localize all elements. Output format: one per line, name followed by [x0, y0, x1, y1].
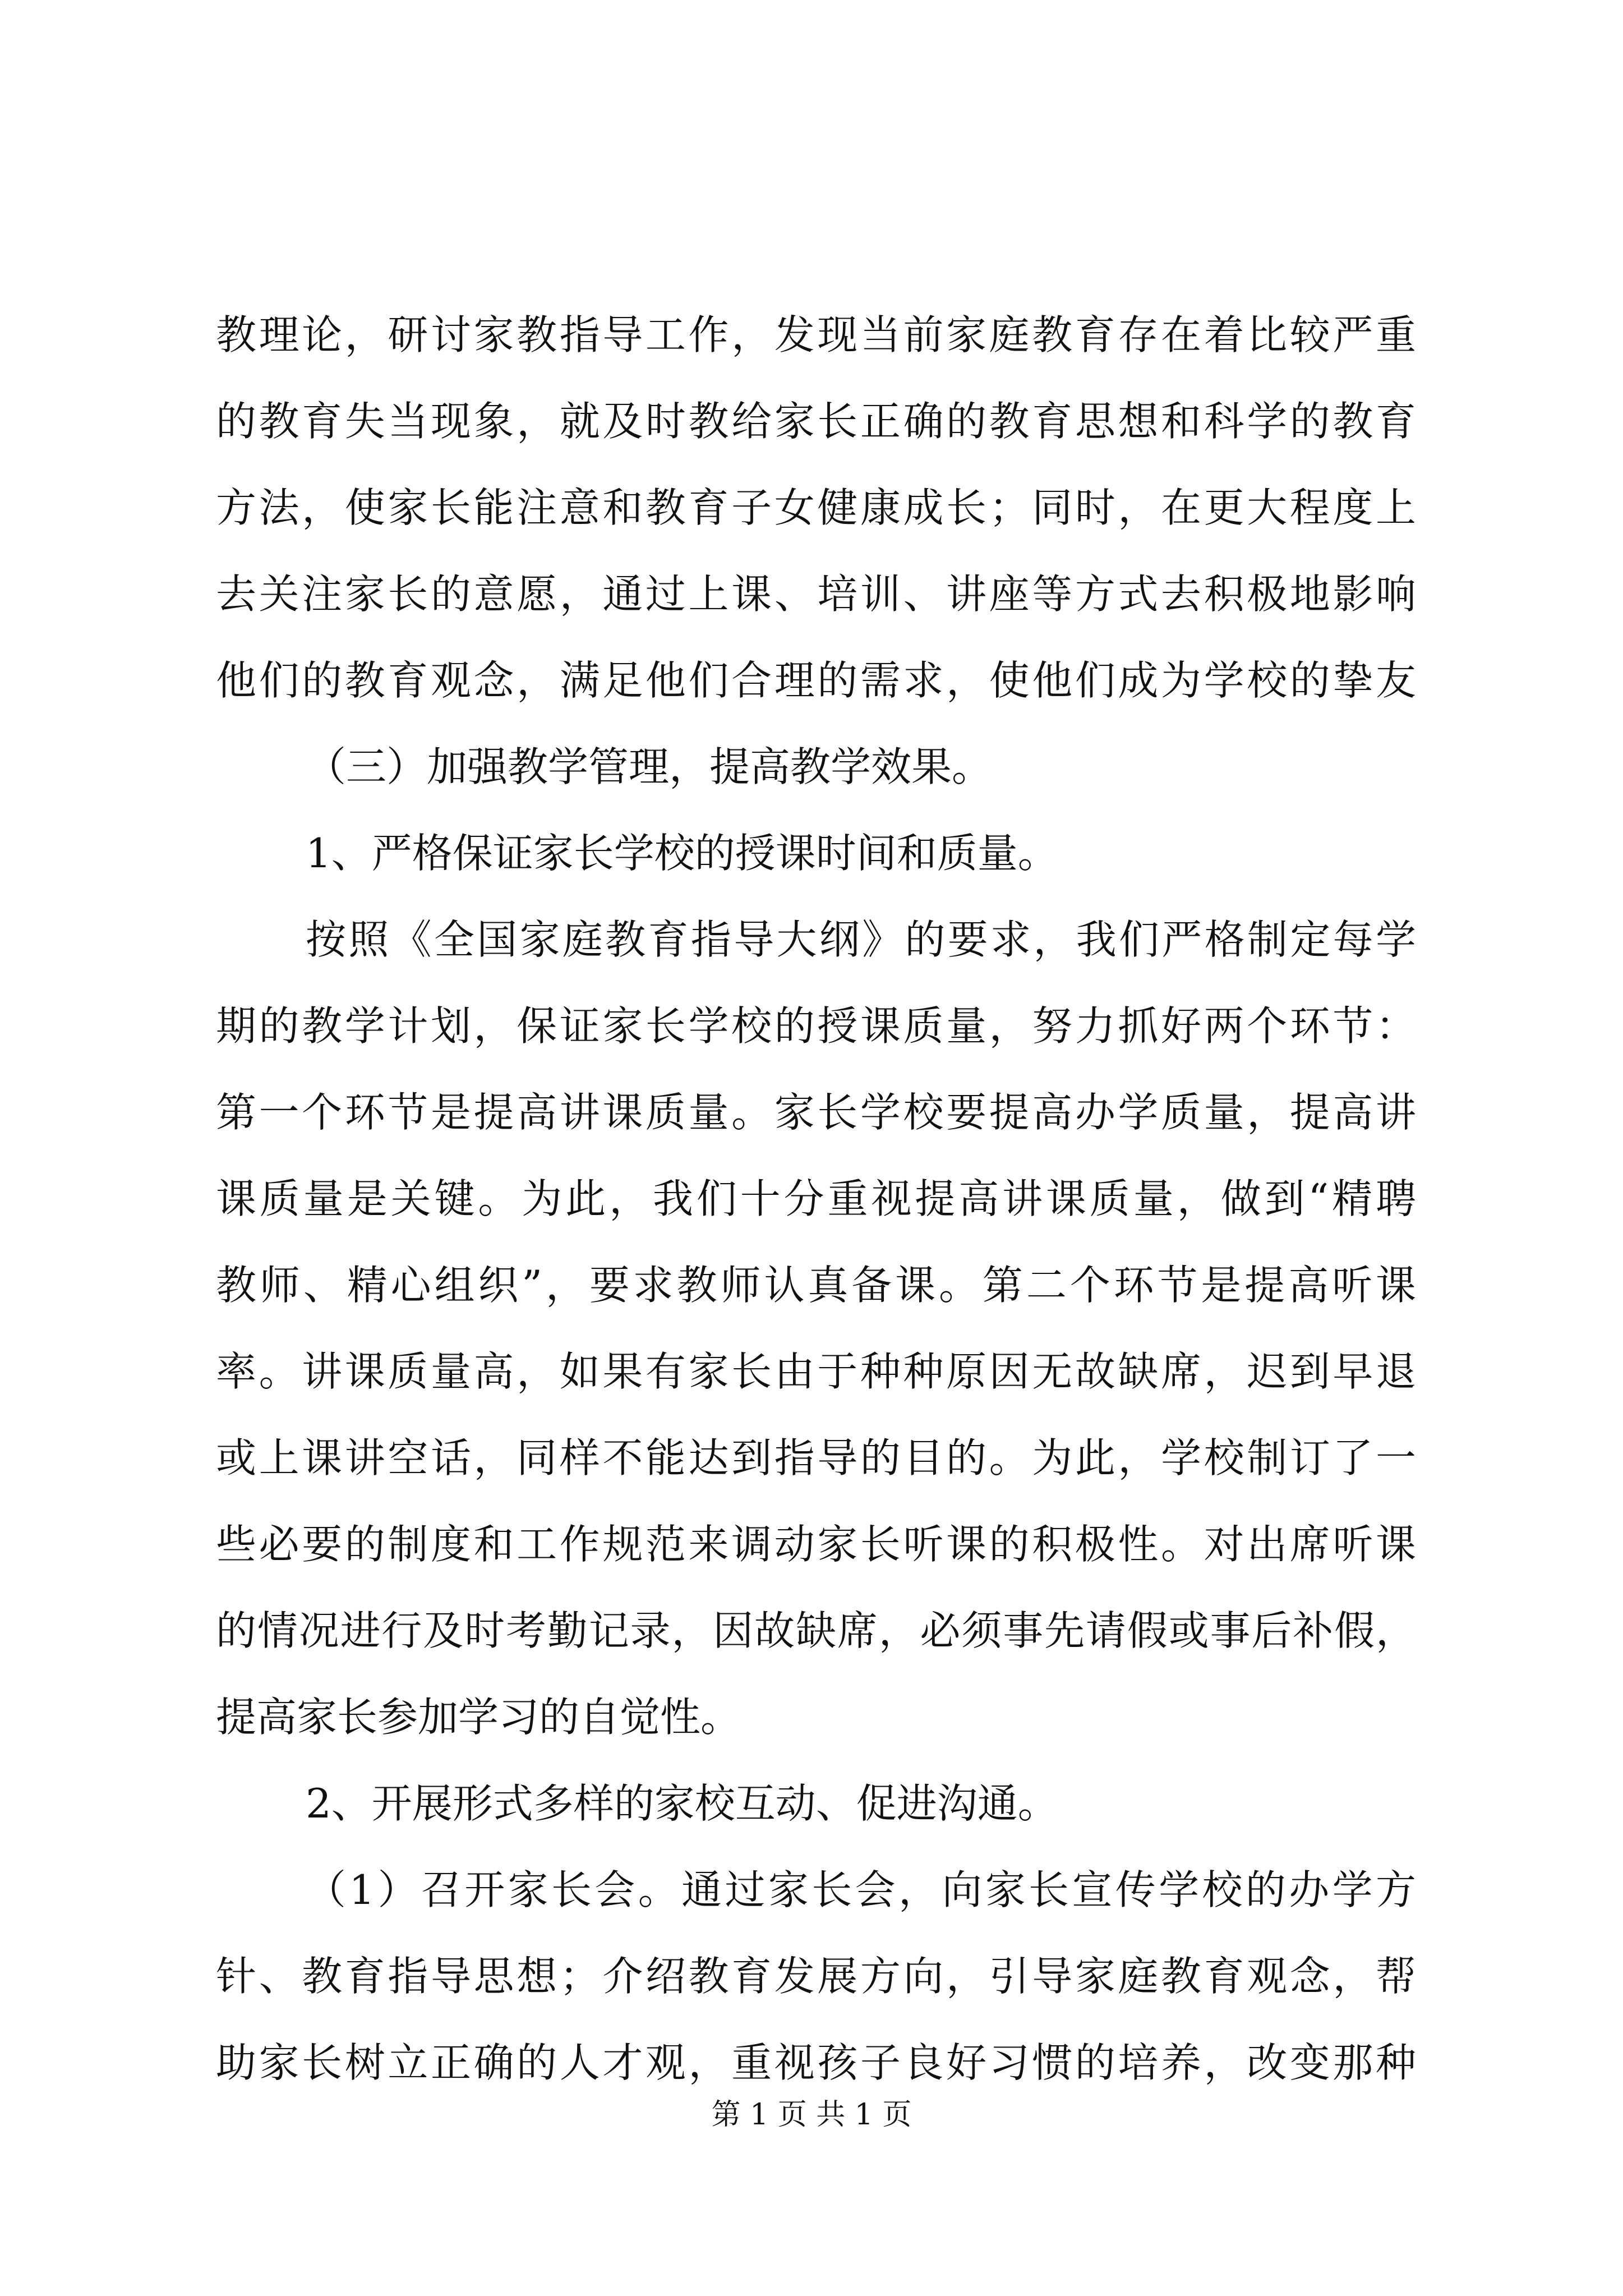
text-line: 他们的教育观念，满足他们合理的需求，使他们成为学校的挚友: [216, 657, 1416, 704]
document-body: [216, 292, 1416, 2106]
text-line: 方法，使家长能注意和教育子女健康成长；同时，在更大程度上: [216, 484, 1416, 531]
text-line: 的教育失当现象，就及时教给家长正确的教育思想和科学的教育: [216, 398, 1416, 445]
text-line: 教理论，研讨家教指导工作，发现当前家庭教育存在着比较严重: [216, 311, 1416, 358]
subsection-heading: 2、开展形式多样的家校互动、促进沟通。: [306, 1780, 1058, 1827]
text-line: 第一个环节是提高讲课质量。家长学校要提高办学质量，提高讲: [216, 1089, 1416, 1136]
text-line: 或上课讲空话，同样不能达到指导的目的。为此，学校制订了一: [216, 1434, 1416, 1481]
text-line: 些必要的制度和工作规范来调动家长听课的积极性。对出席听课: [216, 1521, 1416, 1568]
text-line: 教师、精心组织”，要求教师认真备课。第二个环节是提高听课: [216, 1262, 1416, 1309]
text-line: 期的教学计划，保证家长学校的授课质量，努力抓好两个环节：: [216, 1002, 1416, 1050]
text-line: 课质量是关键。为此，我们十分重视提高讲课质量，做到“精聘: [216, 1175, 1416, 1222]
section-heading: （三）加强教学管理，提高教学效果。: [306, 743, 993, 790]
text-line: 提高家长参加学习的自觉性。: [216, 1694, 741, 1741]
text-line: 的情况进行及时考勤记录，因故缺席，必须事先请假或事后补假，: [216, 1607, 1416, 1654]
text-line: （1）召开家长会。通过家长会，向家长宣传学校的办学方: [306, 1866, 1416, 1913]
text-line: 针、教育指导思想；介绍教育发展方向，引导家庭教育观念，帮: [216, 1953, 1416, 2000]
text-line: 率。讲课质量高，如果有家长由于种种原因无故缺席，迟到早退: [216, 1348, 1416, 1395]
subsection-heading: 1、严格保证家长学校的授课时间和质量。: [306, 830, 1058, 877]
text-line: 按照《全国家庭教育指导大纲》的要求，我们严格制定每学: [306, 916, 1416, 963]
page-footer: 第 1 页 共 1 页: [711, 2098, 912, 2132]
text-line: 助家长树立正确的人才观，重视孩子良好习惯的培养，改变那种: [216, 2039, 1416, 2086]
text-line: 去关注家长的意愿，通过上课、培训、讲座等方式去积极地影响: [216, 570, 1416, 618]
